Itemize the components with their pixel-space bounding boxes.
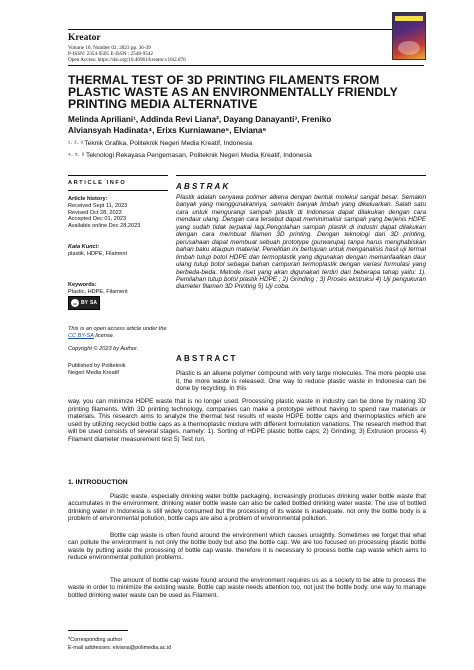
- cc-license-badge[interactable]: [68, 296, 100, 310]
- license-pre: This is an open access article under the: [68, 326, 167, 332]
- issn-line: P-ISSN: 2354-9505 E-ISSN : 2548-9542: [68, 51, 154, 57]
- history-label: Article history:: [68, 196, 108, 202]
- introduction-paragraph-3: The amount of bottle cap waste found around the environment requires us as a society to be able to process the waste in order to minimize the existing waste. Bottle cap waste needs attention too, not just the bottle body. one way to manage bottled drinking water waste can be used as Filament.: [68, 577, 426, 599]
- published-by: Published by Politeknik Negeri Media Kreatif: [68, 363, 126, 376]
- corresponding-author: *Corresponding author: [68, 637, 123, 643]
- info-rule-top: [68, 175, 168, 176]
- paper-title: THERMAL TEST OF 3D PRINTING FILAMENTS FROM PLASTIC WASTE AS AN ENVIRONMENTALLY FRIENDLY PRINTING MEDIA ALTERNATIVE: [68, 73, 398, 111]
- keywords-block: [68, 282, 168, 296]
- email-address: E-mail addresses: elviana@polimedia.ac.id: [68, 645, 172, 651]
- journal-cover-image: [392, 12, 426, 60]
- copyright-text: Copyright © 2023 by Author.: [68, 346, 139, 352]
- article-history: [68, 196, 168, 230]
- cc-sa-label: SA: [90, 300, 97, 306]
- history-received: Received Sept 11, 2023: [68, 202, 128, 209]
- history-online: Available online Dec 28,2023: [68, 223, 141, 230]
- header-rule-bottom: [68, 65, 424, 66]
- abstrak-text: Plastik adalah senyawa polimer alkena dengan bentuk molekul sangat besar. Semakin banyak yang menggunakannya, semakin banyak limbah yang dikeluarkan. Salah satu cara untuk mengurangi sampah plastik di Indonesia dapat dilakukan dengan cara mendaur ulang. Dengan cara tersebut dapat meminimalisir sampah yang berjenis HDPE yang sudah tidak terpakai lagi.Pengolahan sampah plastik di industri dapat dilakukan dengan cara membuat filamen 3D printing. Dengan teknologi dari 3D printing, perusahaan dapat membuat sebuah prototype (purwarupa) tanpa harus menghabiskan bahan baku ataupun material. Penelitian ini bertujuan untuk menganalisis hasil uji termal limbah tutup botol HDPE dan termoplastik yang digunakan dengan memanfaatkan daur ulang tutup botol sebagai bahan campuran termoplastik dengan variasi formulasi yang berbeda-beda. Metode riset yang akan digunakan terdiri dari beberapa tahap yaitu: 1). Pemilahan tutup botol plastik HDPE ; 2) Grinding ; 3) Proses ekstruksi 4) Uji pengukuran diameter filamen 3D Printing 5) Uji coba.: [176, 194, 426, 291]
- header-rule-top: [68, 29, 404, 30]
- footnote-rule: [68, 630, 128, 631]
- affiliation-2: ⁴· ⁵· ⁶ Teknologi Rekayasa Pengemasan, Politeknik Negeri Media Kreatif, Indonesia: [68, 152, 312, 159]
- history-revised: Revised Oct 28, 2023: [68, 209, 122, 216]
- volume-line: Volume 10, Number 02, 2023 pp. 36-39: [68, 45, 151, 51]
- introduction-heading: 1. INTRODUCTION: [68, 479, 128, 486]
- author-list: [68, 115, 424, 136]
- abstract-heading: ABSTRACT: [176, 354, 238, 363]
- kata-kunci: plastik, HDPE, Filament: [68, 250, 128, 257]
- introduction-paragraph-1: Plastic waste, especially drinking water bottle packaging, increasingly produces drinking water bottle waste that accumulates in the environment. drinking water bottle waste can also be called bottled drinking water waste. The use of bottled drinking water in Indonesia is still widely consumed but the processing of its waste is inadequate. not only the bottle body is a problem of environmental pollution, bottle caps are also a problem of environmental pollution.: [68, 493, 426, 523]
- cc-by-label: BY: [81, 300, 88, 306]
- abstract-text-part1: Plastic is an alkene polymer compound with very large molecules. The more people use it, the more waste is released. One way to reduce plastic waste in Indonesia can be done by recycling. In this: [176, 370, 426, 392]
- abstrak-heading: ABSTRAK: [176, 182, 231, 191]
- affiliation-1: ¹· ²· ³ Teknik Grafika, Politeknik Negeri Media Kreatif, Indonesia: [68, 140, 253, 147]
- abstract-text-part2: way, you can minimize HDPE waste that is no longer used. Processing plastic waste in industry can be done by making 3D printing filaments. With 3D printing technology, companies can make a prototype without having to spend raw materials or materials. This research aims to analyze the thermal test results of waste HDPE bottle caps and thermoplastics which are used by utilizing recycled bottle caps as a thermoplastic mixture with different formulation variations. The research method that will be used consists of several stages, namely: 1). Sorting of HDPE plastic bottle caps; 2) Grinding; 3) Extrusion process 4) Filament diameter measurement test 5) Test run.: [68, 398, 426, 443]
- article-info-heading: ARTICLE INFO: [68, 180, 127, 186]
- introduction-paragraph-2: Bottle cap waste is often found around the environment which causes unsightly. Sometimes we forget that what can pollute the environment is not only the bottle body but also the bottle cap. We are too focused on processing plastic bottle waste by putting aside the processing of bottle cap waste. therefore it is necessary to process bottle cap waste which aims to reduce environmental pollution problems.: [68, 532, 426, 562]
- license-post: license.: [93, 332, 115, 339]
- cc-icon: cc: [73, 300, 78, 306]
- open-access-line[interactable]: Open Access: https://doi.org/10.46961/kreator.v10i2.876: [68, 57, 186, 63]
- author-line-1: Melinda Apriliani¹, Addinda Revi Liana², Dayang Danayanti³, Freniko: [68, 115, 332, 124]
- info-rule-bottom: [68, 190, 168, 191]
- journal-name: Kreator: [68, 33, 101, 43]
- license-note: [68, 326, 168, 340]
- kata-kunci-block: [68, 244, 168, 258]
- keywords-label: Keywords:: [68, 282, 97, 288]
- keywords: Plastic, HDPE, Filament: [68, 288, 128, 295]
- copyright: [68, 346, 168, 353]
- author-line-2: Alviansyah Hadinata⁴, Erixs Kurniawane⁵, Elviana⁶: [68, 125, 267, 135]
- history-accepted: Accepted Dec 01, 2023: [68, 216, 127, 223]
- license-link[interactable]: CC BY-SA: [68, 332, 94, 339]
- abstrak-rule: [176, 175, 426, 176]
- kata-kunci-label: Kata Kunci:: [68, 244, 100, 250]
